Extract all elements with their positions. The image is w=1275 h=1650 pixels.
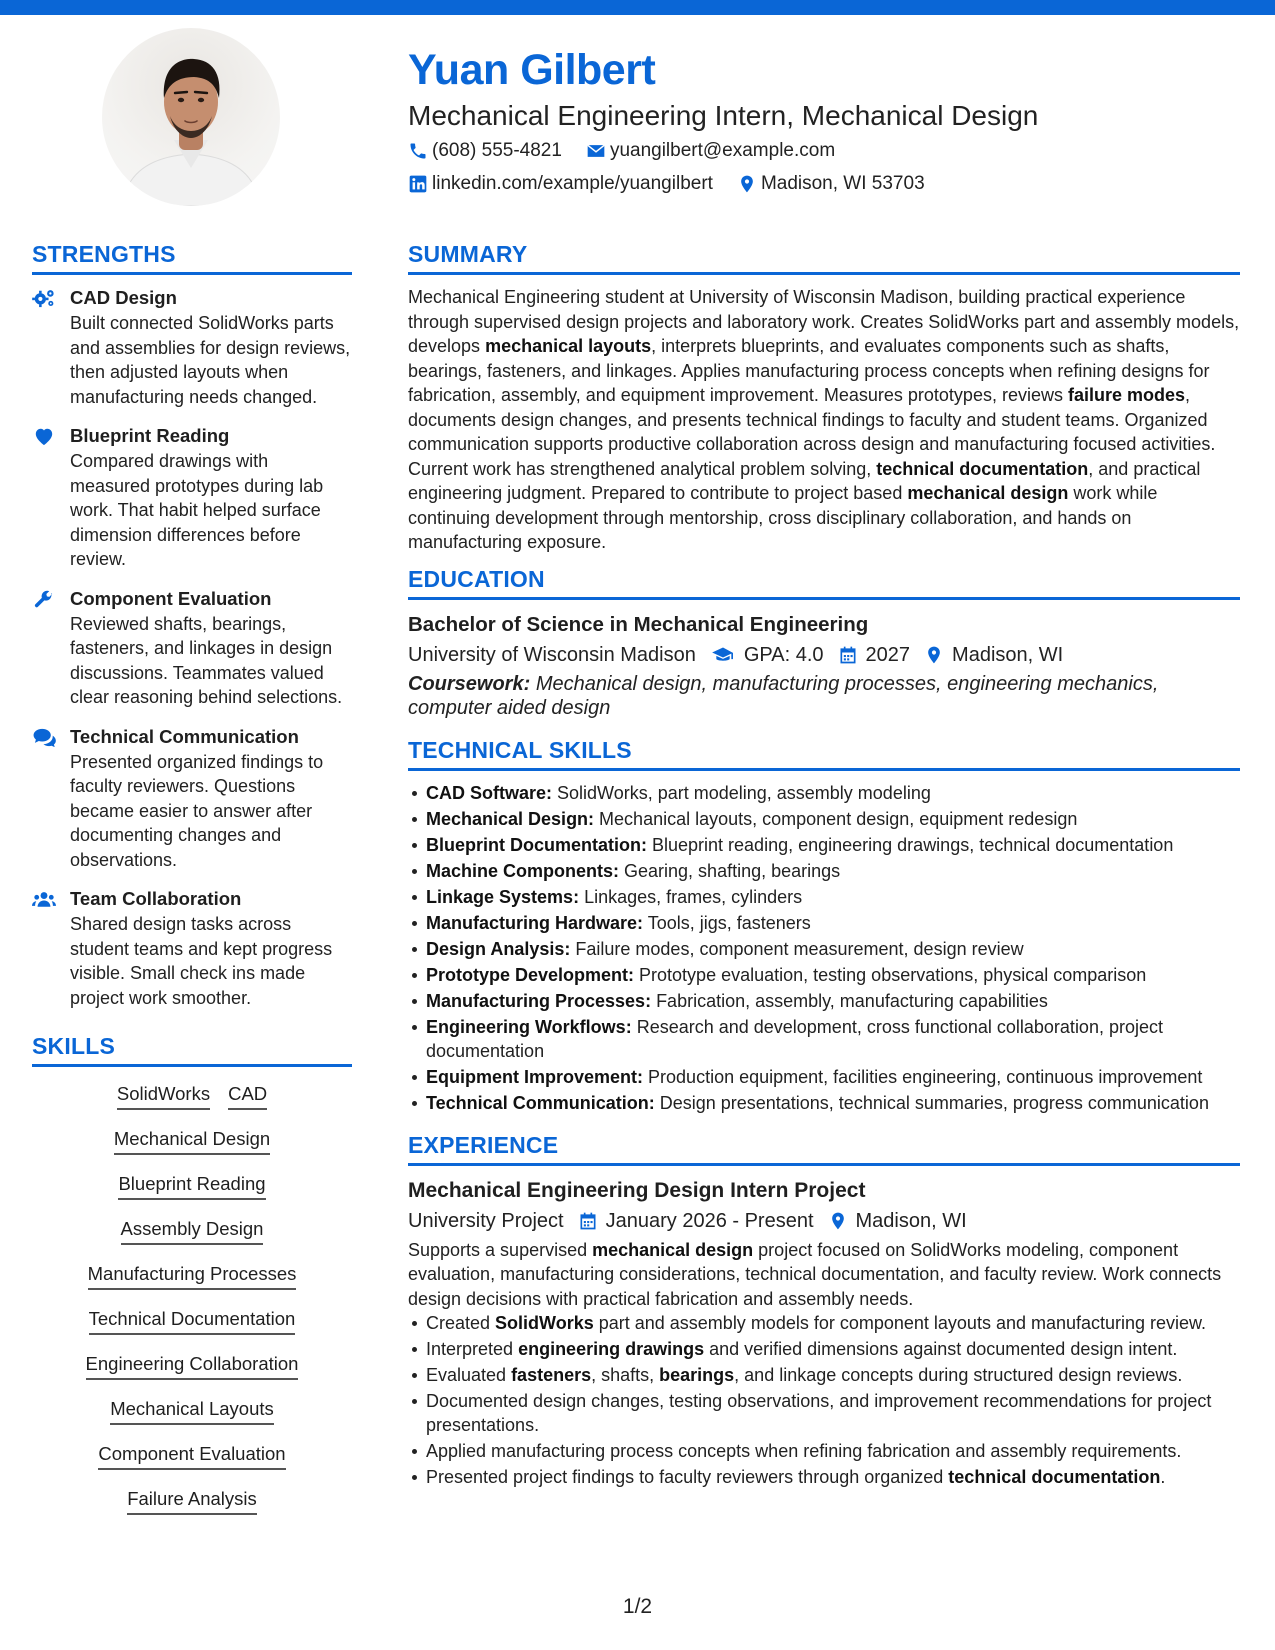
strengths-heading: STRENGTHS	[32, 241, 176, 267]
graduation-cap-icon	[710, 645, 736, 665]
dates-text: January 2026 - Present	[605, 1209, 814, 1232]
technical-skill-item	[426, 885, 1240, 909]
education-meta	[408, 640, 1240, 670]
skills-rule	[32, 1064, 352, 1067]
phone-contact	[408, 140, 562, 162]
technical-skill-value: Tools, jigs, fasteners	[643, 912, 811, 933]
experience-rule	[408, 1163, 1240, 1166]
technical-skills-section	[408, 734, 1240, 1115]
top-accent-bar	[0, 0, 1275, 15]
job-location-text: Madison, WI	[855, 1209, 967, 1232]
technical-skill-value: Prototype evaluation, testing observations, physical comparison	[634, 964, 1147, 985]
experience-intro	[408, 1238, 1240, 1312]
strength-title: Team Collaboration	[70, 888, 242, 909]
experience-bullet-bold-text: technical documentation	[948, 1467, 1161, 1487]
technical-skill-item	[426, 911, 1240, 935]
education-rule	[408, 597, 1240, 600]
skill-line	[32, 1351, 352, 1396]
skill-line	[32, 1486, 352, 1531]
year-text: 2027	[865, 643, 911, 666]
technical-skill-value: Design presentations, technical summaries, progress communication	[654, 1092, 1209, 1113]
summary-rule	[408, 272, 1240, 275]
candidate-role: Mechanical Engineering Intern, Mechanical Design	[408, 100, 1039, 131]
strength-description: Presented organized findings to faculty reviewers. Questions became easier to answer after documenting changes and observations.	[70, 751, 324, 870]
technical-skill-value: Linkages, frames, cylinders	[579, 886, 803, 907]
technical-skill-item	[426, 937, 1240, 961]
technical-skill-item	[426, 989, 1240, 1013]
technical-skill-item	[426, 833, 1240, 857]
experience-bullet-text: Created	[426, 1313, 496, 1333]
technical-skill-label: Equipment Improvement:	[426, 1066, 644, 1087]
profile-photo	[102, 28, 280, 206]
summary-text: Mechanical Engineering student at University of Wisconsin Madison, building practical experience through supervised design projects and laboratory work. Creates SolidWorks part and assembly models, develops	[408, 287, 1240, 356]
skill-tag: Failure Analysis	[127, 1486, 257, 1515]
gears-icon	[32, 285, 70, 409]
experience-bullet-bold-text: bearings	[659, 1365, 735, 1385]
technical-skill-label: Machine Components:	[426, 860, 620, 881]
job-org	[408, 1206, 564, 1236]
skill-tag: Mechanical Layouts	[110, 1396, 274, 1425]
resume-header	[408, 42, 1248, 200]
experience-bullet	[426, 1389, 1240, 1437]
experience-bullet	[426, 1465, 1240, 1489]
location-text: Madison, WI 53703	[760, 173, 925, 194]
summary-text: , documents design changes, and presents technical findings to faculty and student teams. Organized communication supports productive collaboration across design and manufacturing focused activities. Current work has strengthened analytical problem solving,	[408, 385, 1216, 479]
experience-bullet-text: Interpreted	[426, 1339, 519, 1359]
experience-bullet-text: , and linkage concepts during structured design reviews.	[734, 1365, 1183, 1385]
location-contact	[737, 173, 925, 195]
summary-text	[408, 285, 1240, 555]
strength-item	[32, 586, 352, 710]
wrench-icon	[32, 586, 70, 710]
job-meta	[408, 1206, 1240, 1236]
strength-description: Reviewed shafts, bearings, fasteners, and linkages in design discussions. Teammates valued clear reasoning behind selections.	[70, 613, 343, 707]
experience-bullet-text: .	[1160, 1467, 1166, 1487]
experience-bullet	[426, 1337, 1240, 1361]
skills-heading: SKILLS	[32, 1033, 115, 1059]
experience-bullet-text: part and assembly models for component layouts and manufacturing review.	[593, 1313, 1207, 1333]
education-heading: EDUCATION	[408, 565, 545, 592]
strength-item	[32, 423, 352, 572]
summary-bold-text: failure modes	[1067, 385, 1186, 405]
skill-tag: Assembly Design	[121, 1216, 264, 1245]
experience-bullet-text: Evaluated	[426, 1365, 512, 1385]
left-column	[32, 238, 352, 1531]
technical-skill-item	[426, 963, 1240, 987]
comments-icon	[32, 724, 70, 873]
skill-line	[32, 1216, 352, 1261]
skill-tag: Engineering Collaboration	[86, 1351, 299, 1380]
technical-skill-label: CAD Software:	[426, 782, 553, 803]
strength-item	[32, 285, 352, 409]
strength-body	[70, 586, 352, 710]
person-portrait-icon	[102, 28, 280, 206]
technical-skill-value: Production equipment, facilities engineering, continuous improvement	[643, 1066, 1203, 1087]
candidate-name: Yuan Gilbert	[408, 46, 656, 94]
grad-year	[838, 640, 911, 670]
skill-line	[32, 1306, 352, 1351]
calendar-icon	[578, 1211, 598, 1231]
technical-skill-label: Manufacturing Hardware:	[426, 912, 644, 933]
summary-text: , and practical engineering judgment. Prepared to contribute to project based	[408, 458, 1201, 503]
technical-skill-item	[426, 1015, 1240, 1063]
coursework-label: Coursework:	[408, 672, 531, 695]
experience-bullet-bold-text: engineering drawings	[518, 1339, 705, 1359]
job-location	[828, 1206, 967, 1236]
technical-skill-value: Fabrication, assembly, manufacturing capabilities	[651, 990, 1048, 1011]
map-pin-icon	[924, 645, 944, 665]
summary-bold-text: mechanical design	[907, 483, 1069, 503]
experience-bullet-text: Applied manufacturing process concepts when refining fabrication and assembly requirements.	[426, 1441, 1182, 1461]
linkedin-icon	[408, 174, 428, 194]
technical-skill-label: Design Analysis:	[426, 938, 571, 959]
calendar-icon	[838, 645, 858, 665]
strength-description: Shared design tasks across student teams and kept progress visible. Small check ins made project work smoother.	[70, 914, 333, 1008]
experience-bullet-text: and verified dimensions against documented design intent.	[704, 1339, 1178, 1359]
linkedin-text[interactable]: linkedin.com/example/yuangilbert	[432, 173, 713, 194]
map-pin-icon	[828, 1211, 848, 1231]
contact-row-2	[408, 168, 1248, 200]
gpa-text: GPA: 4.0	[743, 643, 824, 666]
phone-text: (608) 555-4821	[432, 140, 562, 161]
envelope-icon	[586, 141, 606, 161]
summary-heading: SUMMARY	[408, 241, 528, 267]
skills-tags	[32, 1077, 352, 1531]
strength-title: Blueprint Reading	[70, 425, 230, 446]
summary-bold-text: mechanical layouts	[485, 336, 652, 356]
users-icon	[32, 886, 70, 1010]
skill-tag: CAD	[228, 1081, 267, 1110]
skill-tag: Blueprint Reading	[118, 1171, 265, 1200]
skill-tag: Mechanical Design	[114, 1126, 270, 1155]
experience-bullet	[426, 1439, 1240, 1463]
right-column	[408, 238, 1240, 1497]
technical-skill-label: Blueprint Documentation:	[426, 834, 647, 855]
technical-skill-item	[426, 807, 1240, 831]
skill-tag: SolidWorks	[117, 1081, 210, 1110]
school-location	[924, 640, 1063, 670]
skill-line	[32, 1261, 352, 1306]
page-number: 1/2	[622, 1595, 653, 1618]
phone-icon	[408, 141, 428, 161]
skill-line	[32, 1396, 352, 1441]
summary-bold-text: technical documentation	[876, 458, 1089, 479]
strength-item	[32, 886, 352, 1010]
technical-skill-label: Mechanical Design:	[426, 808, 595, 829]
education-section	[408, 563, 1240, 720]
skill-line	[32, 1441, 352, 1486]
technical-skills-heading: TECHNICAL SKILLS	[408, 736, 632, 763]
strengths-rule	[32, 272, 352, 275]
job-title: Mechanical Engineering Design Intern Project	[408, 1178, 866, 1202]
strength-body	[70, 724, 352, 873]
technical-skill-label: Technical Communication:	[426, 1092, 655, 1113]
strength-title: Technical Communication	[70, 725, 299, 747]
map-pin-icon	[737, 174, 757, 194]
skill-tag: Component Evaluation	[98, 1441, 285, 1470]
technical-skill-value: Mechanical layouts, component design, equipment redesign	[594, 808, 1078, 829]
degree-title: Bachelor of Science in Mechanical Engineering	[408, 612, 869, 636]
coursework	[408, 672, 1240, 720]
strength-title: Component Evaluation	[70, 587, 272, 609]
school-name: University of Wisconsin Madison	[408, 643, 696, 666]
technical-skill-value: Blueprint reading, engineering drawings, technical documentation	[647, 834, 1174, 855]
summary-section	[408, 238, 1240, 555]
technical-skill-item	[426, 1065, 1240, 1089]
skill-line	[32, 1081, 352, 1126]
experience-bullets	[408, 1311, 1240, 1489]
technical-skill-value: Gearing, shafting, bearings	[619, 860, 841, 881]
technical-skill-value: Research and development, cross functional collaboration, project documentation	[426, 1016, 1163, 1061]
strength-body	[70, 285, 352, 409]
school-location-text: Madison, WI	[952, 643, 1064, 666]
skill-tag: Manufacturing Processes	[88, 1261, 297, 1290]
technical-skills-rule	[408, 768, 1240, 771]
heart-icon	[32, 423, 70, 572]
contact-row-1	[408, 135, 1248, 167]
experience-bullet	[426, 1363, 1240, 1387]
technical-skill-label: Manufacturing Processes:	[426, 990, 652, 1011]
experience-bullet-bold-text: fasteners	[511, 1365, 592, 1385]
email-contact[interactable]	[586, 140, 835, 162]
org-text: University Project	[408, 1209, 564, 1232]
skill-tag: Technical Documentation	[89, 1306, 296, 1335]
experience-bullet-text: Presented project findings to faculty reviewers through organized	[426, 1467, 949, 1487]
technical-skill-item	[426, 781, 1240, 805]
summary-text: work while continuing development through mentorship, cross disciplinary collaboration, and hands on manufacturing exposure.	[408, 483, 1158, 552]
experience-heading: EXPERIENCE	[408, 1131, 559, 1158]
experience-bullet-text: , shafts,	[591, 1365, 660, 1385]
experience-bullet-text: Documented design changes, testing observations, and improvement recommendations for project presentations.	[426, 1391, 1212, 1435]
strength-description: Compared drawings with measured prototypes during lab work. That habit helped surface dimension differences before review.	[70, 451, 324, 569]
technical-skill-value: SolidWorks, part modeling, assembly modeling	[552, 782, 931, 803]
technical-skill-value: Failure modes, component measurement, design review	[570, 938, 1024, 959]
experience-section	[408, 1129, 1240, 1490]
strength-body	[70, 886, 352, 1010]
experience-intro-bold-text: mechanical design	[592, 1239, 754, 1260]
strength-title: CAD Design	[70, 287, 177, 308]
coursework-text: Mechanical design, manufacturing processes, engineering mechanics, computer aided design	[408, 672, 1159, 719]
technical-skills-list	[408, 781, 1240, 1115]
email-text[interactable]: yuangilbert@example.com	[609, 140, 836, 161]
skill-line	[32, 1171, 352, 1216]
gpa	[710, 640, 824, 670]
experience-bullet-bold-text: SolidWorks	[495, 1313, 594, 1333]
experience-bullet	[426, 1311, 1240, 1335]
school	[408, 640, 696, 670]
experience-intro-text: Supports a supervised	[408, 1239, 593, 1260]
technical-skill-item	[426, 859, 1240, 883]
strength-item	[32, 724, 352, 873]
strength-body	[70, 423, 352, 572]
linkedin-contact[interactable]	[408, 173, 713, 195]
technical-skill-item	[426, 1091, 1240, 1115]
technical-skill-label: Engineering Workflows:	[426, 1016, 632, 1037]
experience-intro-text: project focused on SolidWorks modeling, component evaluation, manufacturing considerations, technical documentation, and faculty review. Work connects design decisions with practical fabrication and assembly needs.	[408, 1239, 1222, 1309]
technical-skill-label: Prototype Development:	[426, 964, 635, 985]
summary-text: , interprets blueprints, and evaluates components such as shafts, bearings, fasteners, and linkages. Applies manufacturing process concepts when refining designs for fabrication, assembly, and equipment improvement. Measures prototypes, reviews	[408, 336, 1210, 405]
strength-description: Built connected SolidWorks parts and assemblies for design reviews, then adjusted layouts when manufacturing needs changed.	[70, 313, 351, 407]
technical-skill-label: Linkage Systems:	[426, 886, 580, 907]
job-dates	[578, 1206, 814, 1236]
skill-line	[32, 1126, 352, 1171]
strengths-list	[32, 285, 352, 1010]
